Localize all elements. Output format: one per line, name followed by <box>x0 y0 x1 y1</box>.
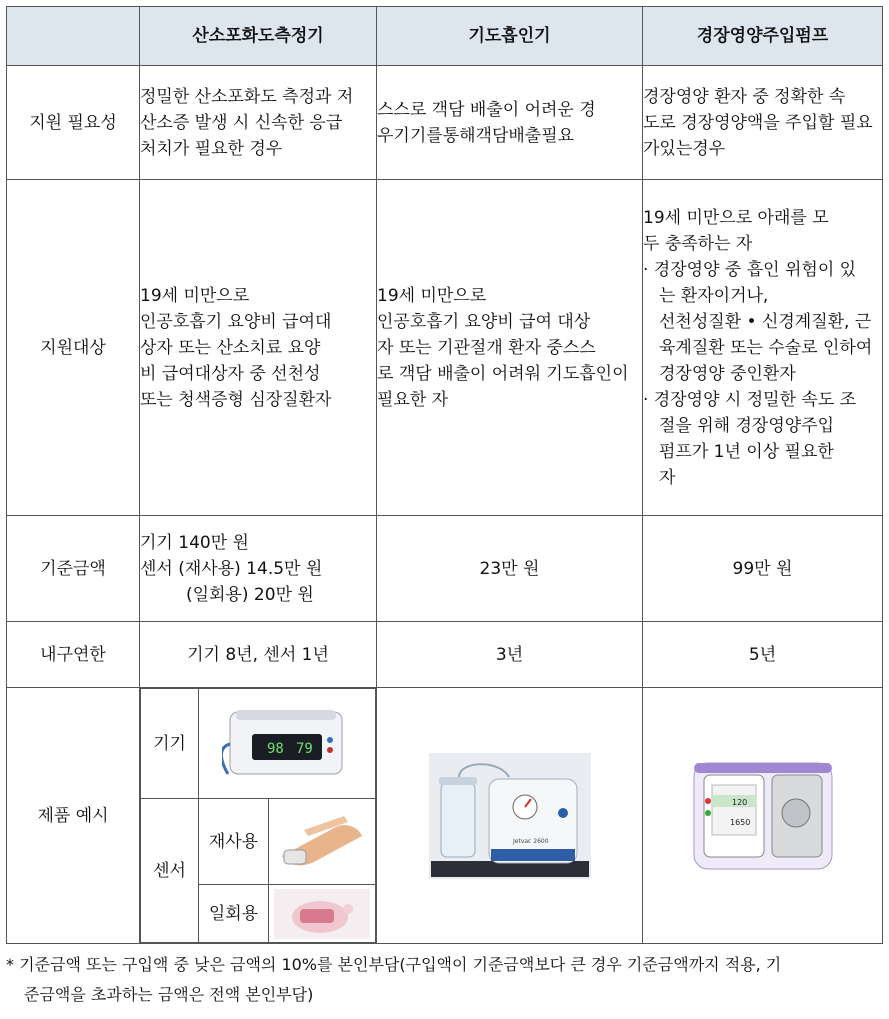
header-oximeter: 산소포화도측정기 <box>140 7 377 66</box>
enteral-pump-illustration <box>688 757 838 875</box>
svg-text:Jetvac 2600: Jetvac 2600 <box>512 837 549 845</box>
product-reuse-label: 재사용 <box>199 799 269 885</box>
header-suction: 기도흡인기 <box>377 7 643 66</box>
svg-text:1650: 1650 <box>729 817 750 827</box>
target-oximeter: 19세 미만으로 인공호흡기 요양비 급여대 상자 또는 산소치료 요양 비 급여대상자 중 선천성 또는 청색증형 심장질환자 <box>140 180 377 516</box>
finger-sensor-illustration <box>274 810 370 874</box>
durability-pump: 5년 <box>643 622 883 688</box>
support-table <box>6 6 883 944</box>
pump-image <box>643 688 883 944</box>
target-suction: 19세 미만으로 인공호흡기 요양비 급여 대상 자 또는 기관절개 환자 중스스 로 객담 배출이 어려워 기도흡인이 필요한 자 <box>377 180 643 516</box>
svg-text:98: 98 <box>267 740 284 757</box>
pulse-oximeter-illustration <box>222 704 352 784</box>
product-disposable-label: 일회용 <box>199 885 269 943</box>
product-device-label: 기기 <box>141 689 199 799</box>
reuse-sensor-image <box>269 799 376 885</box>
footnote <box>6 950 882 1010</box>
row-label-amount: 기준금액 <box>7 516 140 622</box>
amount-suction: 23만 원 <box>377 516 643 622</box>
product-oximeter <box>140 688 377 944</box>
amount-pump: 99만 원 <box>643 516 883 622</box>
svg-text:79: 79 <box>296 740 313 757</box>
footnote-line-2: 준금액을 초과하는 금액은 전액 본인부담) <box>24 985 314 1004</box>
need-oximeter: 정밀한 산소포화도 측정과 저 산소증 발생 시 신속한 응급 처치가 필요한 경우 <box>140 66 377 180</box>
disposable-sensor-image <box>269 885 376 943</box>
suction-machine-illustration <box>429 753 591 879</box>
need-suction: 스스로 객담 배출이 어려운 경 우기기를통해객담배출필요 <box>377 66 643 180</box>
row-label-durability: 내구연한 <box>7 622 140 688</box>
row-label-product: 제품 예시 <box>7 688 140 944</box>
oximeter-image <box>199 689 376 799</box>
footnote-line-1: * 기준금액 또는 구입액 중 낮은 금액의 10%를 본인부담(구입액이 기준금액보다 큰 경우 기준금액까지 적용, 기 <box>6 955 782 974</box>
svg-text:120: 120 <box>731 797 747 807</box>
product-sensor-label: 센서 <box>141 799 199 943</box>
durability-oximeter: 기기 8년, 센서 1년 <box>140 622 377 688</box>
row-label-target: 지원대상 <box>7 180 140 516</box>
target-pump: 19세 미만으로 아래를 모 두 충족하는 자 · 경장영양 중 흡인 위험이 있 는 환자이거나, 선천성질환 • 신경계질환, 근 육계질환 또는 수술로 인하여 경장영양 중인환자 · 경장영양 시 정밀한 속도 조 절을 위해 경장영양주입 펌프가 1년 이상 필요한 자 <box>643 180 883 516</box>
amount-oximeter: 기기 140만 원 센서 (재사용) 14.5만 원 (일회용) 20만 원 <box>140 516 377 622</box>
durability-suction: 3년 <box>377 622 643 688</box>
row-label-need: 지원 필요성 <box>7 66 140 180</box>
infant-foot-sensor-illustration <box>274 889 370 939</box>
header-pump: 경장영양주입펌프 <box>643 7 883 66</box>
suction-image <box>377 688 643 944</box>
header-corner <box>7 7 140 66</box>
need-pump: 경장영양 환자 중 정확한 속 도로 경장영양액을 주입할 필요 가있는경우 <box>643 66 883 180</box>
